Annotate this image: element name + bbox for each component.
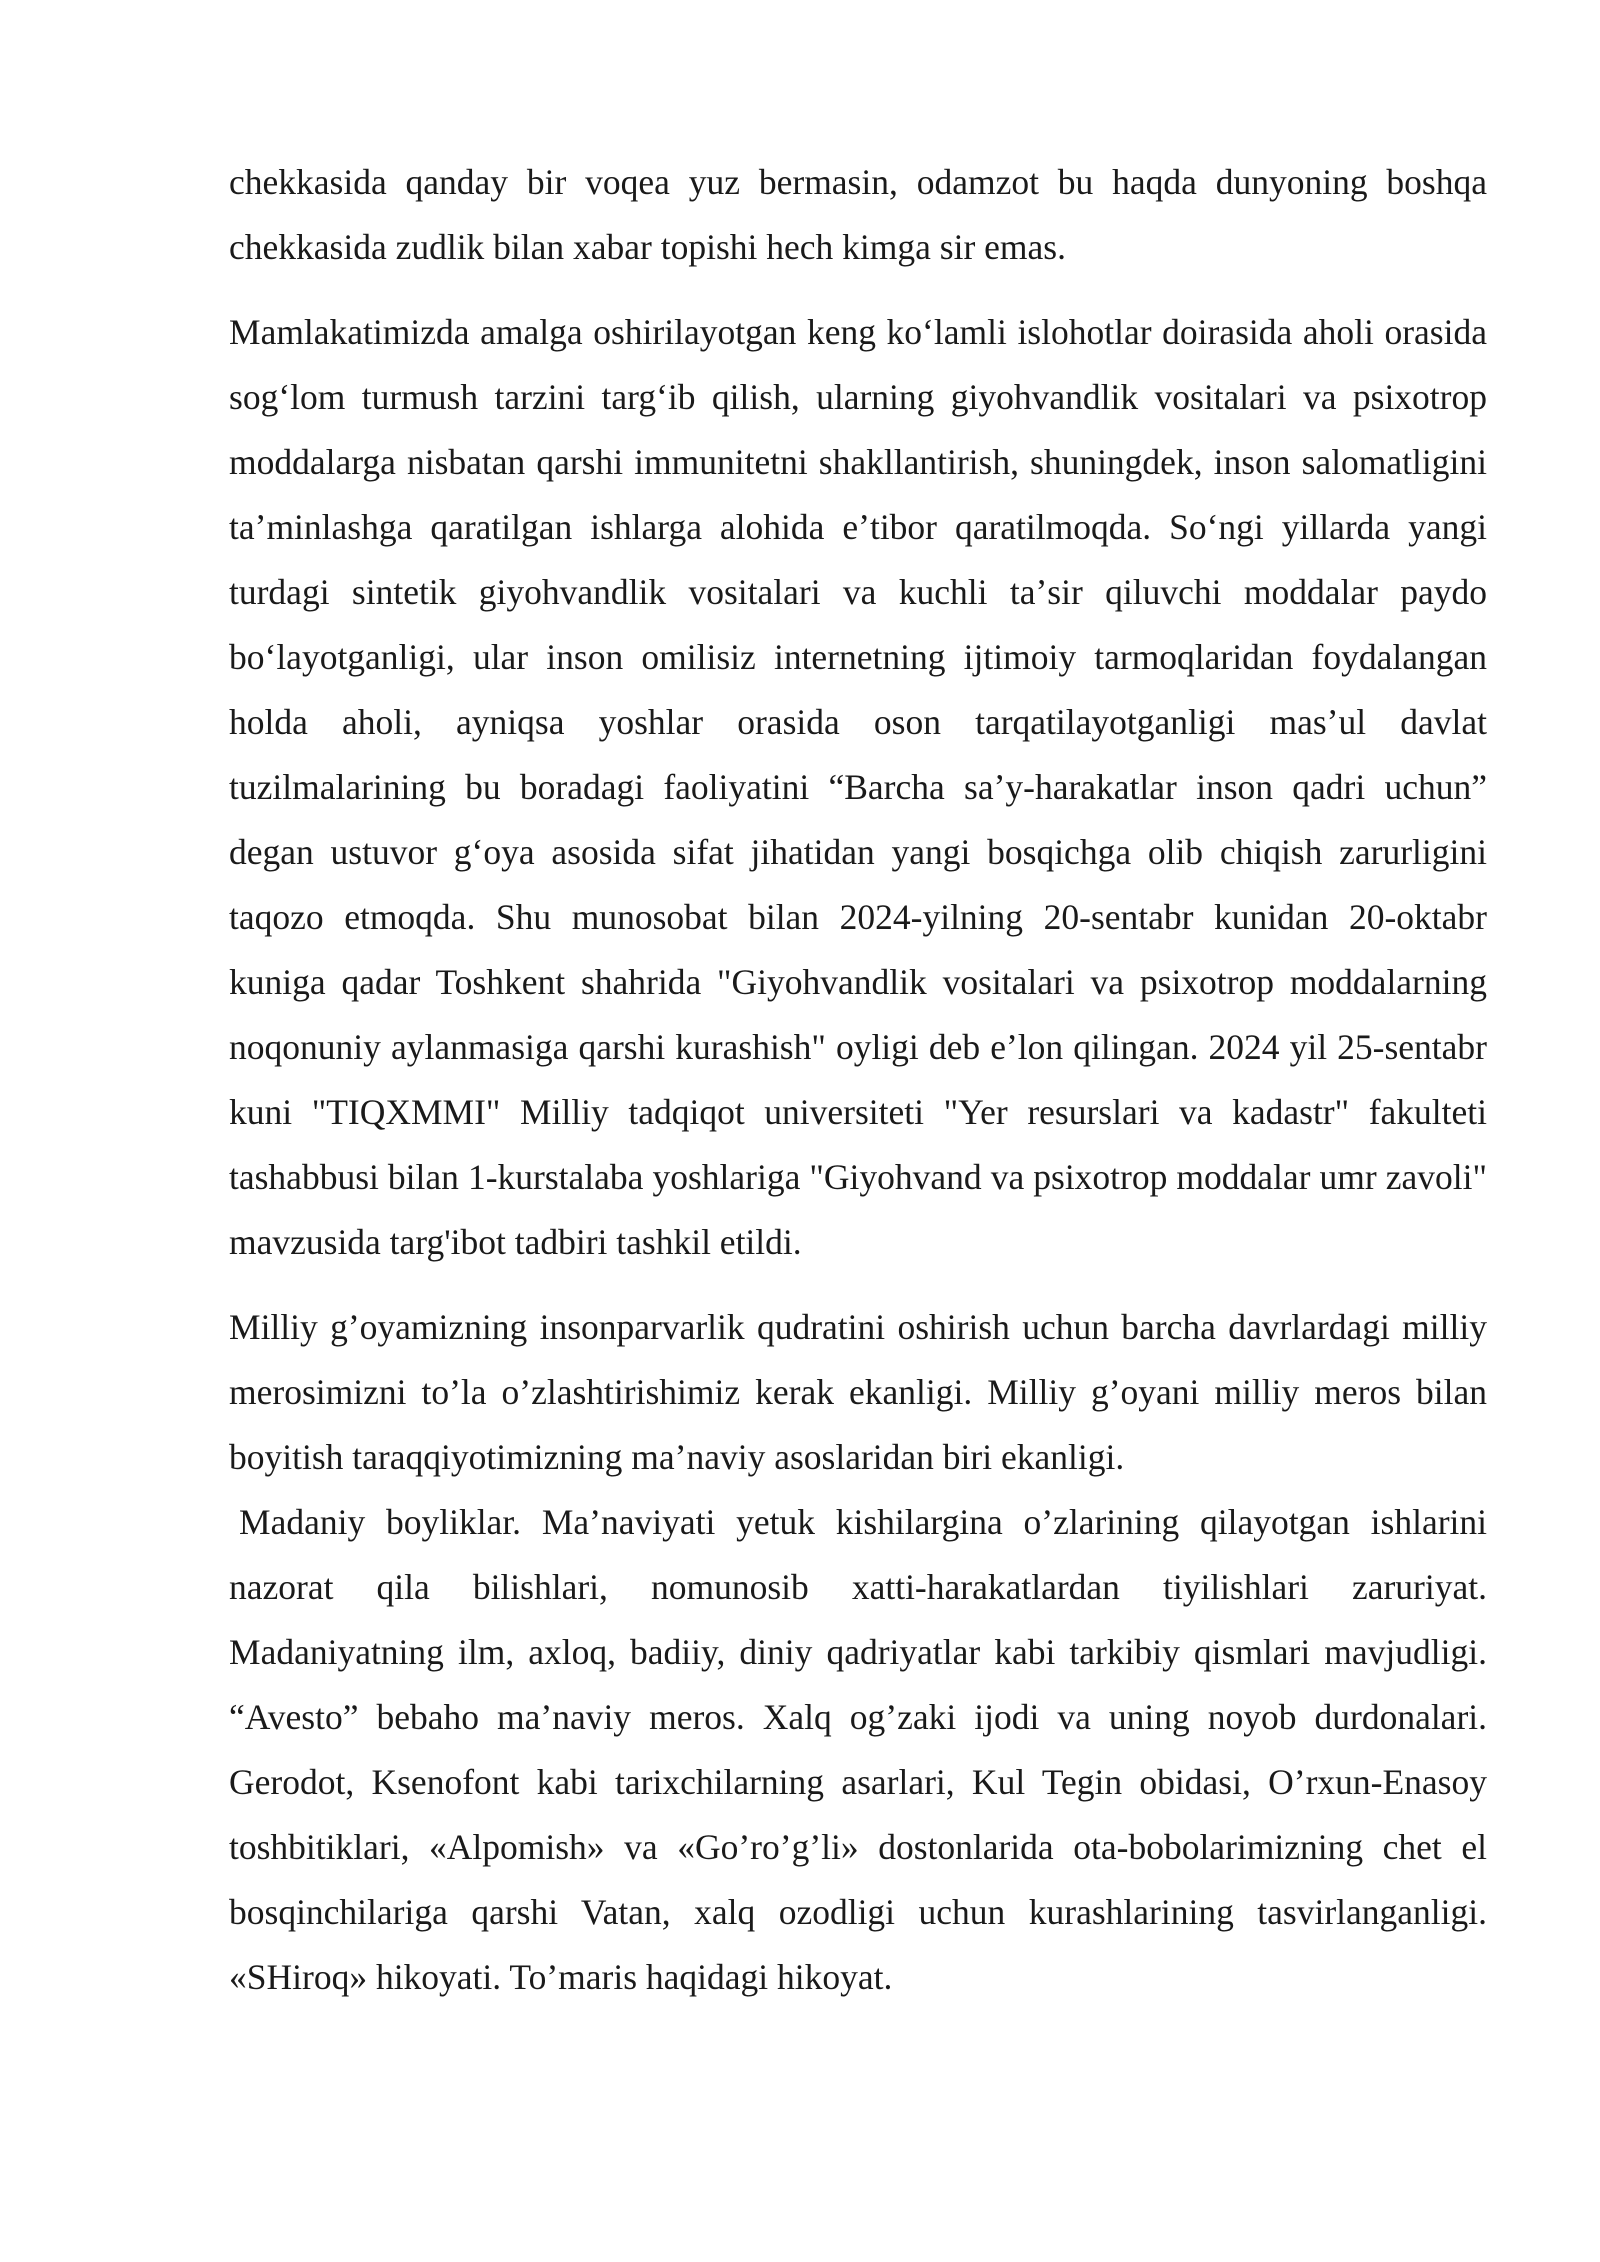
document-body xyxy=(229,150,1487,2010)
paragraph-4: Madaniy boyliklar. Ma’naviyati yetuk kishilargina o’zlarining qilayotgan ishlarini nazorat qila bilishlari, nomunosib xatti-harakatlardan tiyilishlari zaruriyat. Madaniyatning ilm, axloq, badiiy, diniy qadriyatlar kabi tarkibiy qismlari mavjudligi. “Avesto” bebaho ma’naviy meros. Xalq og’zaki ijodi va uning noyob durdonalari. Gerodot, Ksenofont kabi tarixchilarning asarlari, Kul Tegin obidasi, O’rxun-Enasoy toshbitiklari, «Alpomish» va «Go’ro’g’li» dostonlarida ota-bobolarimizning chet el bosqinchilariga qarshi Vatan, xalq ozodligi uchun kurashlarining tasvirlanganligi. «SHiroq» hikoyati. To’maris haqidagi hikoyat. xyxy=(229,1502,1487,1997)
paragraph-1: chekkasida qanday bir voqea yuz bermasin, odamzot bu haqda dunyoning boshqa chekkasida zudlik bilan xabar topishi hech kimga sir emas. xyxy=(229,162,1487,267)
paragraph-3: Milliy g’oyamizning insonparvarlik qudratini oshirish uchun barcha davrlardagi milliy merosimizni to’la o’zlashtirishimiz kerak ekanligi. Milliy g’oyani milliy meros bilan boyitish taraqqiyotimizning ma’naviy asoslaridan biri ekanligi. xyxy=(229,1307,1487,1477)
paragraph-2: Mamlakatimizda amalga oshirilayotgan keng koʻlamli islohotlar doirasida aholi orasida sogʻlom turmush tarzini targʻib qilish, ularning giyohvandlik vositalari va psixotrop moddalarga nisbatan qarshi immunitetni shakllantirish, shuningdek, inson salomatligini taʼminlashga qaratilgan ishlarga alohida eʼtibor qaratilmoqda. Soʻngi yillarda yangi turdagi sintetik giyohvandlik vositalari va kuchli taʼsir qiluvchi moddalar paydo boʻlayotganligi, ular inson omilisiz internetning ijtimoiy tarmoqlaridan foydalangan holda aholi, ayniqsa yoshlar orasida oson tarqatilayotganligi masʼul davlat tuzilmalarining bu boradagi faoliyatini “Barcha saʼy-harakatlar inson qadri uchun” degan ustuvor gʻoya asosida sifat jihatidan yangi bosqichga olib chiqish zarurligini taqozo etmoqda. Shu munosobat bilan 2024-yilning 20-sentabr kunidan 20-oktabr kuniga qadar Toshkent shahrida "Giyohvandlik vositalari va psixotrop moddalarning noqonuniy aylanmasiga qarshi kurashish" oyligi deb eʼlon qilingan. 2024 yil 25-sentabr kuni "TIQXMMI" Milliy tadqiqot universiteti "Yer resurslari va kadastr" fakulteti tashabbusi bilan 1-kurstalaba yoshlariga "Giyohvand va psixotrop moddalar umr zavoli" mavzusida targ'ibot tadbiri tashkil etildi. xyxy=(229,312,1487,1262)
